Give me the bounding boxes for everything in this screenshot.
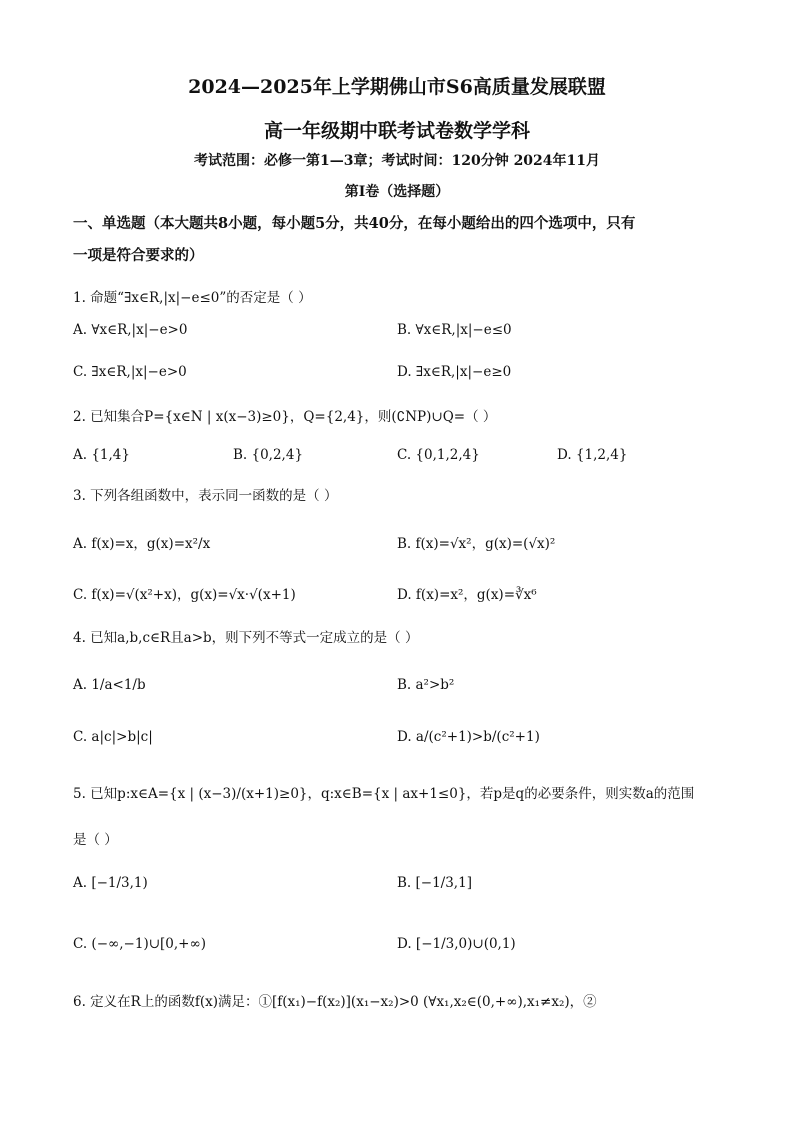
question-3-option-c: C. f(x)=√(x²+x)，g(x)=√x·√(x+1) [73, 587, 296, 603]
question-1-option-d: D. ∃x∈R,|x|−e≥0 [397, 364, 512, 380]
volume-heading: 第I卷（选择题） [344, 184, 450, 200]
exam-scope: 考试范围：必修一第1—3章；考试时间：120分钟 2024年11月 [193, 153, 601, 169]
question-3-option-d: D. f(x)=x²，g(x)=∛x⁶ [397, 587, 537, 603]
question-1-stem: 1. 命题“∃x∈R,|x|−e≤0”的否定是（ ） [73, 290, 312, 306]
question-2-option-b: B. {0,2,4} [233, 447, 304, 463]
exam-subtitle: 高一年级期中联考试卷数学学科 [263, 120, 530, 142]
question-1-option-c: C. ∃x∈R,|x|−e>0 [73, 364, 187, 380]
question-2-stem: 2. 已知集合P={x∈N | x(x−3)≥0}，Q={2,4}，则(∁NP)∪Q=（ ） [73, 409, 497, 425]
question-5-option-d: D. [−1/3,0)∪(0,1) [397, 936, 516, 952]
section-heading-line2: 一项是符合要求的） [73, 247, 204, 264]
question-4-option-c: C. a|c|>b|c| [73, 729, 153, 745]
question-5-option-c: C. (−∞,−1)∪[0,+∞) [73, 936, 206, 952]
question-1-option-b: B. ∀x∈R,|x|−e≤0 [397, 322, 512, 338]
question-3-option-b: B. f(x)=√x²，g(x)=(√x)² [397, 536, 556, 552]
question-5-stem: 5. 已知p:x∈A={x | (x−3)/(x+1)≥0}，q:x∈B={x | ax+1≤0}，若p是q的必要条件，则实数a的范围 [73, 786, 695, 802]
exam-title: 2024—2025年上学期佛山市S6高质量发展联盟 [188, 76, 606, 98]
question-1-option-a: A. ∀x∈R,|x|−e>0 [73, 322, 188, 338]
question-5-option-a: A. [−1/3,1) [73, 875, 148, 891]
question-2-option-c: C. {0,1,2,4} [397, 447, 480, 463]
question-4-stem: 4. 已知a,b,c∈R且a>b，则下列不等式一定成立的是（ ） [73, 630, 419, 646]
question-3-option-a: A. f(x)=x，g(x)=x²/x [73, 536, 211, 552]
question-5-option-b: B. [−1/3,1] [397, 875, 472, 891]
section-heading-line1: 一、单选题（本大题共8小题，每小题5分，共40分，在每小题给出的四个选项中，只有 [73, 215, 636, 232]
question-6-stem: 6. 定义在R上的函数f(x)满足：①[f(x₁)−f(x₂)](x₁−x₂)>0 (∀x₁,x₂∈(0,+∞),x₁≠x₂)，② [73, 994, 597, 1010]
question-4-option-a: A. 1/a<1/b [73, 677, 146, 693]
question-5-stem-continued: 是（ ） [73, 832, 118, 848]
question-4-option-b: B. a²>b² [397, 677, 455, 693]
question-3-stem: 3. 下列各组函数中，表示同一函数的是（ ） [73, 488, 338, 504]
question-4-option-d: D. a/(c²+1)>b/(c²+1) [397, 729, 540, 745]
question-2-option-a: A. {1,4} [73, 447, 130, 463]
question-2-option-d: D. {1,2,4} [557, 447, 628, 463]
